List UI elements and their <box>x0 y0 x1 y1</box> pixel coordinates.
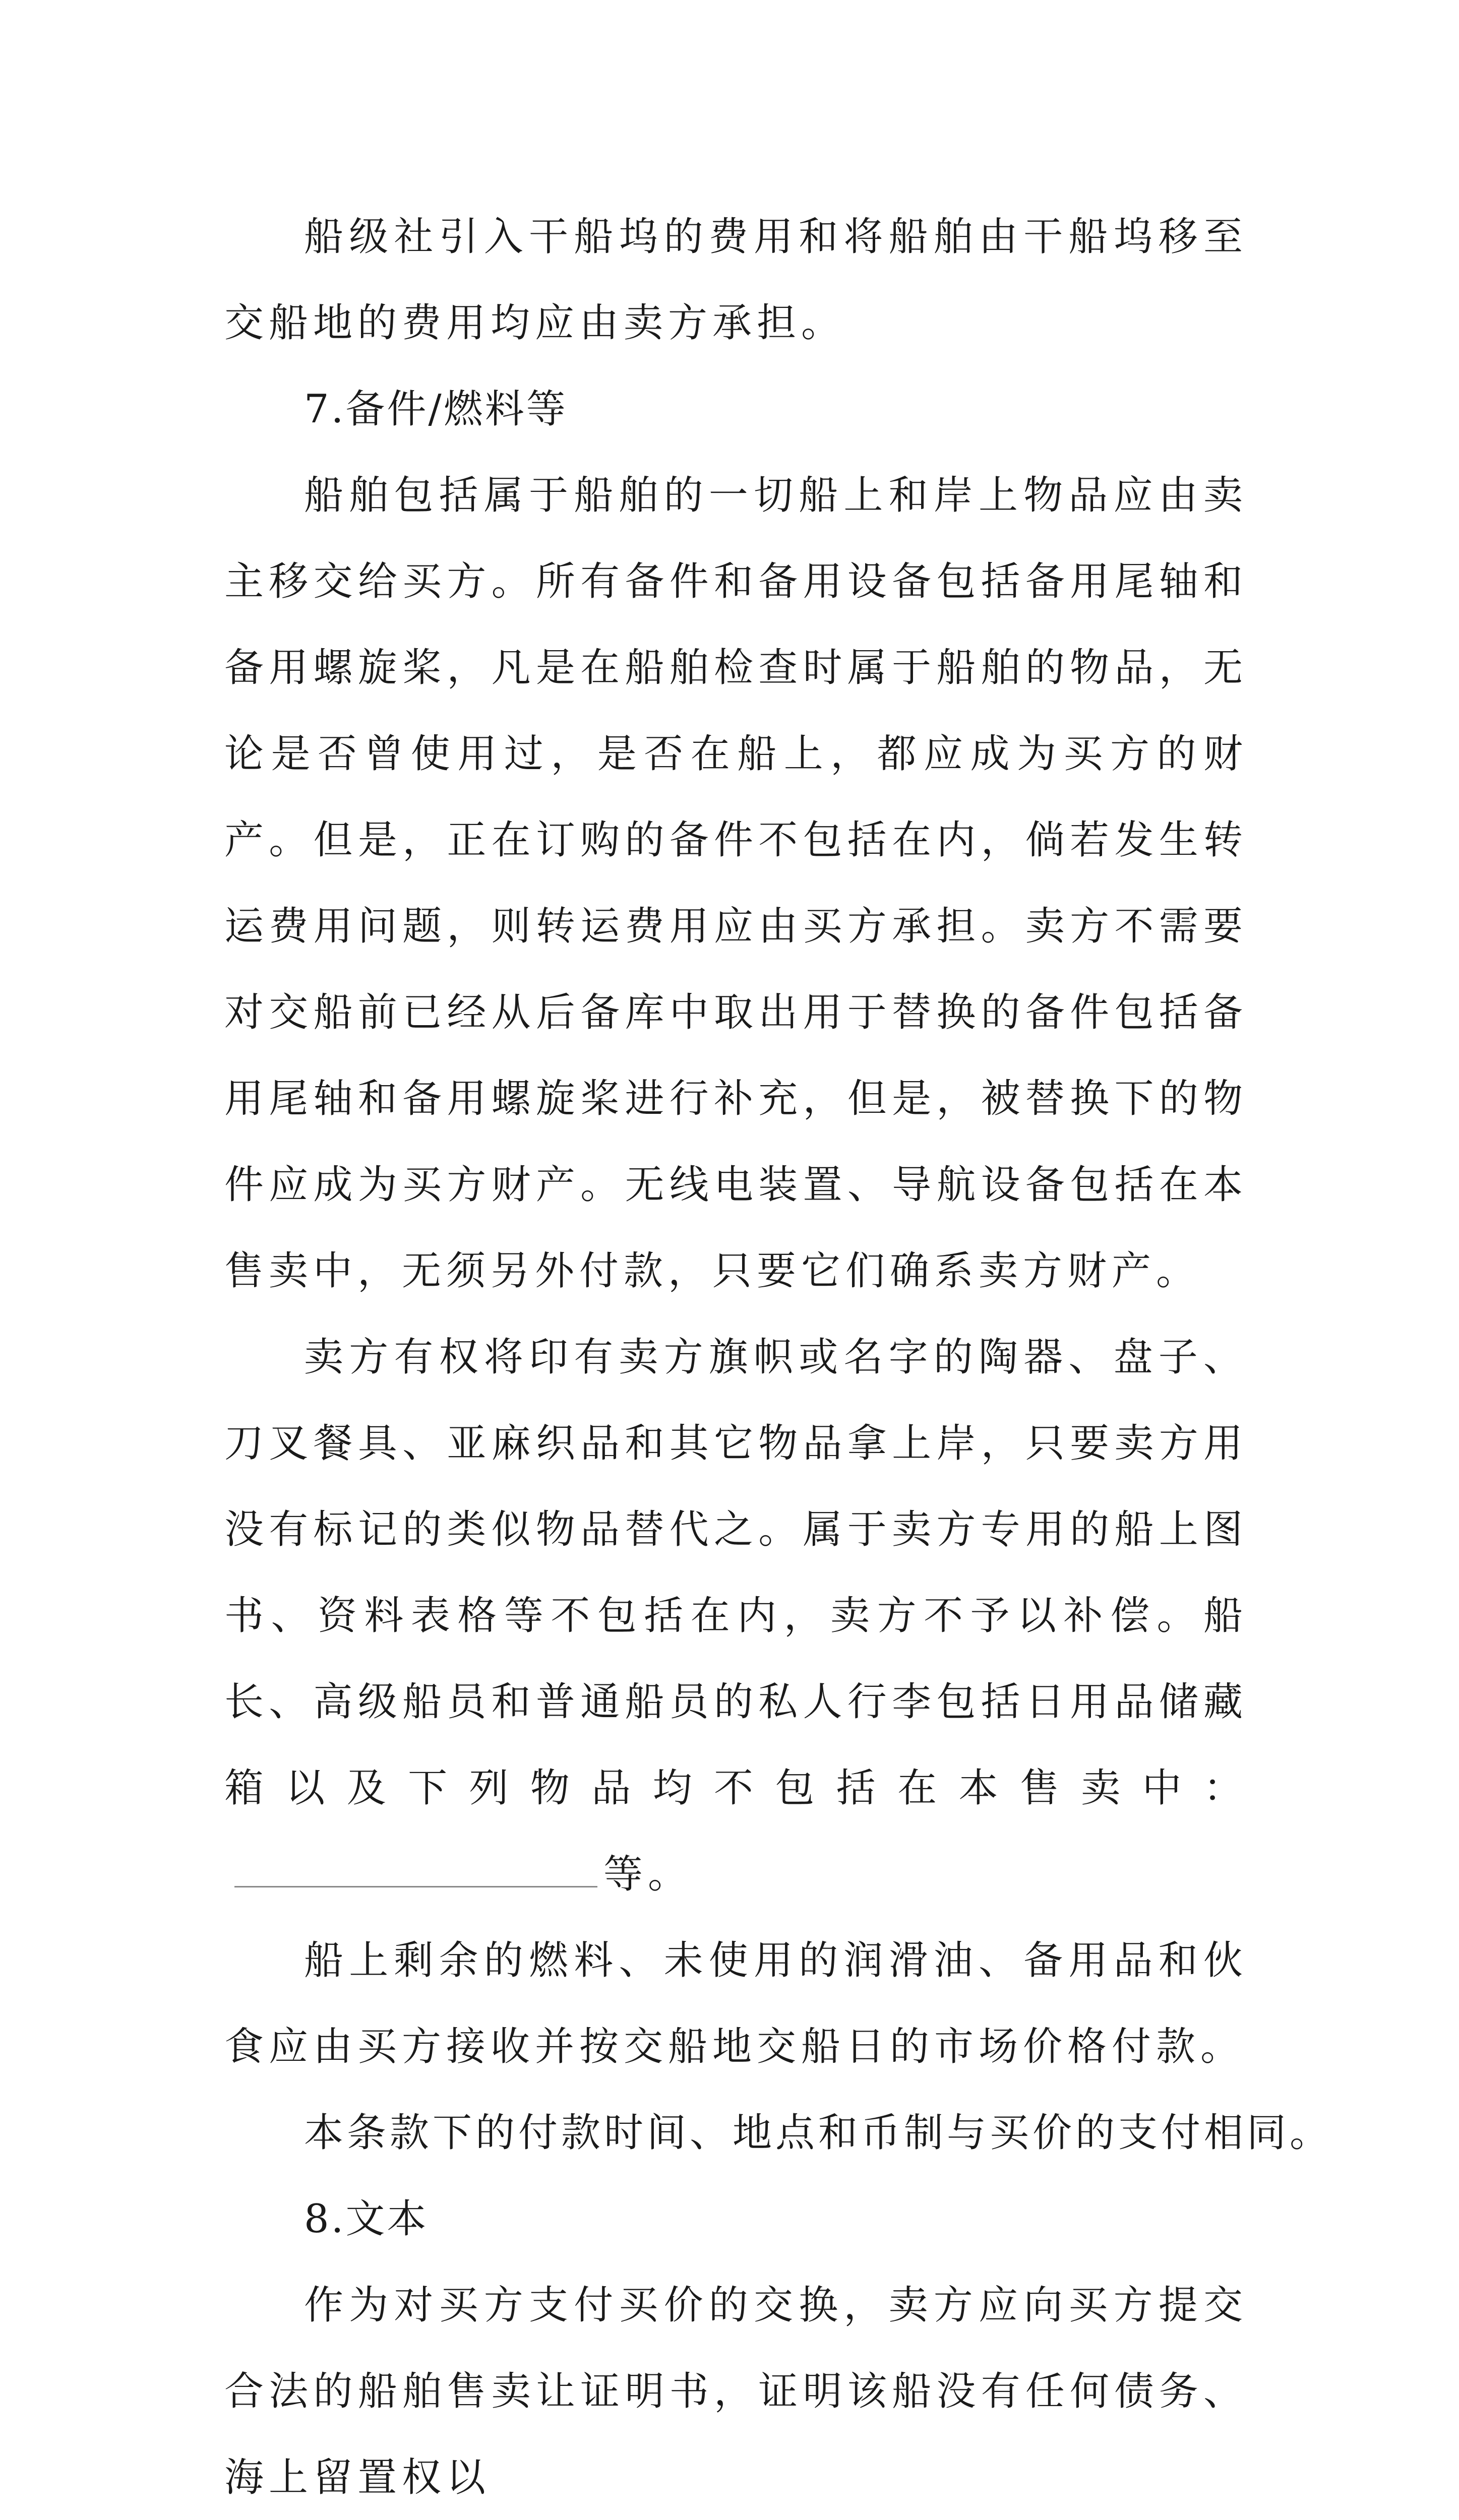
paragraph-seller-rights <box>224 1314 1248 1918</box>
paragraph-bunkers: 船上剩余的燃料、未使用的润滑油、备用品和伙食应由买方接收并按交船地交船日的市场价格付款。 <box>224 1938 1248 2069</box>
paragraph-payment-terms: 本条款下的付款时间、地点和币制与买价的支付相同。 <box>304 2110 1333 2156</box>
section-heading-spares-bunkers: 7.备件/燃料等 <box>304 387 568 432</box>
paragraph-seller-rights-text: 卖方有权将印有卖方旗帜或名字的陶器、盘子、刀叉餐具、亚麻织品和其它物品拿上岸，只要卖方用没有标记的类似物品替代之。属于卖方专用的船上图书、资料表格等不包括在内，卖方不予以补偿。船长、高级船员和普通船员的私人行李包括日用品储藏箱以及下列物品均不包括在本售卖中： <box>224 1335 1248 1811</box>
paragraph-drydock-costs: 船级社引入干船坞的费用和将船舶由干船坞移至交船地的费用均应由卖方承担。 <box>224 214 1248 346</box>
section-heading-documents: 8.文本 <box>304 2196 429 2242</box>
paragraph-spares: 船舶包括属于船舶的一切船上和岸上物品应由卖主移交给买方。所有备件和备用设备包括备用尾轴和备用螺旋桨，凡是在船舶检查时属于船舶的物品，无论是否曾使用过，是否在船上，都应成为买方的财产。但是，正在订购的备件不包括在内，倘若发生转运费用问题，则转运费用应由买方承担。卖方不需要对交船前已经从后备库中取出用于替换的备件包括备用尾轴和备用螺旋桨进行补充，但是，被替换下的物件应成为买方财产。无线电装置、导航设备包括在本售卖中，无须另外付款，只要它们确系卖方财产。 <box>224 473 1248 1294</box>
fill-in-blank-line[interactable] <box>234 1851 597 1887</box>
paragraph-documents: 作为对买方支付买价的交换，卖方应向买方提交合法的船舶售卖让证明书，证明该船没有任何债务、海上留置权以 <box>224 2283 1248 2500</box>
paragraph-seller-rights-tail: 等。 <box>603 1852 693 1897</box>
document-body <box>224 194 1333 2520</box>
